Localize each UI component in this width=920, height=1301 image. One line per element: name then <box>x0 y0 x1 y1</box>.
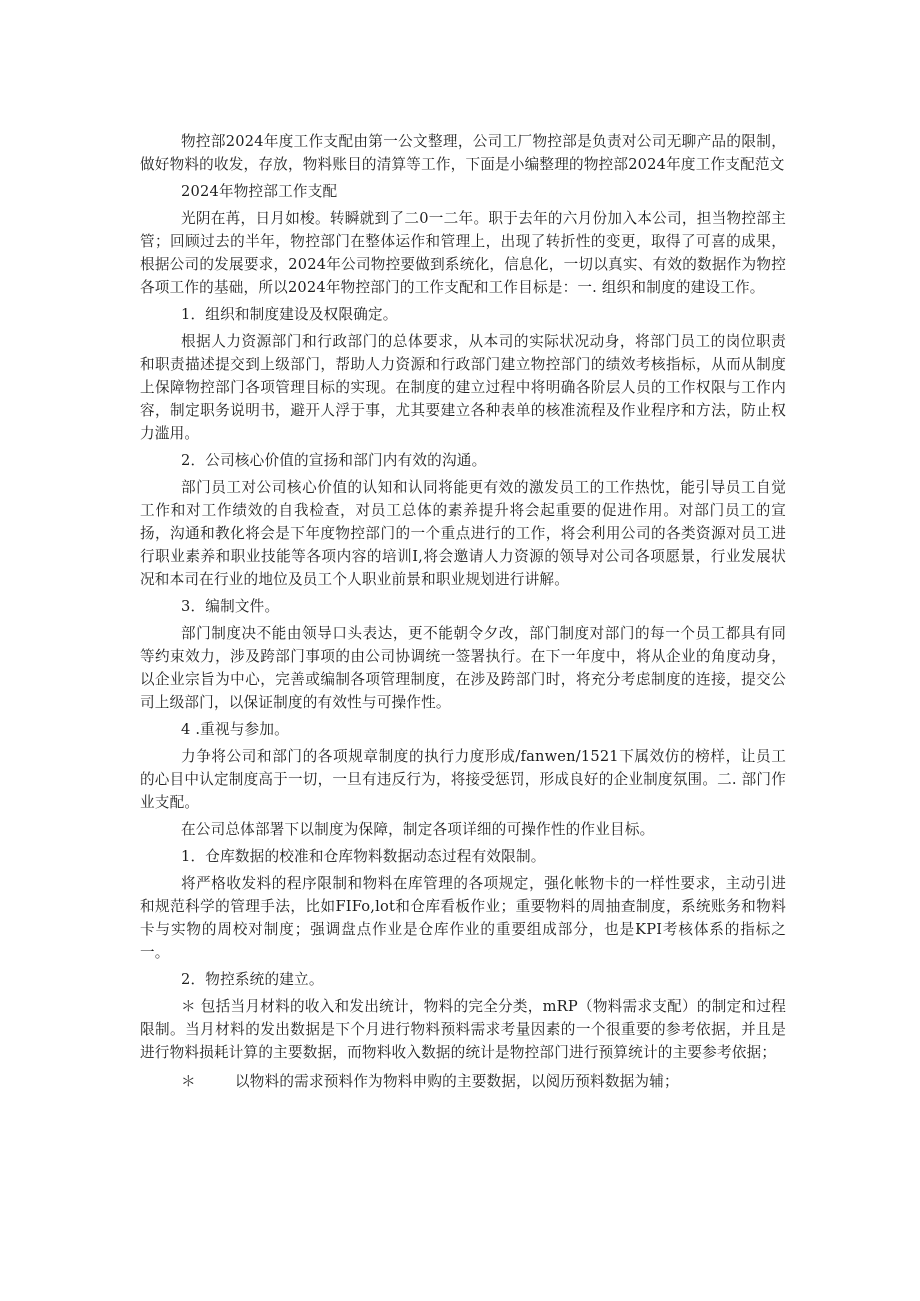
section2-item1-heading: 1．仓库数据的校准和仓库物料数据动态过程有效限制。 <box>181 848 546 865</box>
document-body <box>140 130 786 1093</box>
section1-item4-heading: 4 .重视与参加。 <box>181 721 289 738</box>
section2-intro: 在公司总体部署下以制度为保障，制定各项详细的可操作性的作业目标。 <box>181 821 655 838</box>
section1-item4-text: 力争将公司和部门的各项规章制度的执行力度形成/fanwen/1521下属效仿的榜样，让员工的心目中认定制度高于一切，一旦有违反行为，将接受惩罚，形成良好的企业制度氛围。二. 部门作业支配。 <box>140 748 786 811</box>
section1-item2-heading: 2．公司核心价值的宣扬和部门内有效的沟通。 <box>181 452 487 469</box>
document-title: 2024年物控部工作支配 <box>181 183 338 200</box>
section1-item3-text: 部门制度决不能由领导口头表达，更不能朝令夕改，部门制度对部门的每一个员工都具有同等约束效力，涉及跨部门事项的由公司协调统一签署执行。在下一年度中，将从企业的角度动身，以企业宗旨为中心，完善或编制各项管理制度，在涉及跨部门时，将充分考虑制度的连接，提交公司上级部门，以保证制度的有效性与可操作性。 <box>140 625 786 711</box>
section2-bullet-2-text: 以物料的需求预料作为物料申购的主要数据，以阅历预料数据为辅； <box>235 1073 679 1090</box>
bullet-star-icon: ＊ <box>181 1073 196 1090</box>
opening-paragraph: 光阴在苒，日月如梭。转瞬就到了二0一二年。职于去年的六月份加入本公司，担当物控部主管；回顾过去的半年，物控部门在整体运作和管理上，出现了转折性的变更，取得了可喜的成果，根据公司的发展要求，2024年公司物控要做到系统化，信息化，一切以真实、有效的数据作为物控各项工作的基础，所以2024年物控部门的工作支配和工作目标是：一. 组织和制度的建设工作。 <box>140 210 786 296</box>
intro-paragraph: 物控部2024年度工作支配由第一公文整理，公司工厂物控部是负责对公司无聊产品的限制，做好物料的收发，存放，物料账目的清算等工作，下面是小编整理的物控部2024年度工作支配范文 <box>140 133 786 173</box>
section1-item1-text: 根据人力资源部门和行政部门的总体要求，从本司的实际状况动身，将部门员工的岗位职责和职责描述提交到上级部门，帮助人力资源和行政部门建立物控部门的绩效考核指标，从而从制度上保障物控部门各项管理目标的实现。在制度的建立过程中将明确各阶层人员的工作权限与工作内容，制定职务说明书，避开人浮于事，尤其要建立各种表单的核准流程及作业程序和方法，防止权力滥用。 <box>140 333 786 442</box>
section2-item1-text: 将严格收发料的程序限制和物料在库管理的各项规定，强化帐物卡的一样性要求，主动引进和规范科学的管理手法，比如FIFo,lot和仓库看板作业；重要物料的周抽查制度，系统账务和物料卡与实物的周校对制度；强调盘点作业是仓库作业的重要组成部分，也是KPI考核体系的指标之一。 <box>140 875 786 961</box>
section1-item2-text: 部门员工对公司核心价值的认知和认同将能更有效的激发员工的工作热忱，能引导员工自觉工作和对工作绩效的自我检查，对员工总体的素养提升将会起重要的促进作用。对部门员工的宣扬，沟通和教化将会是下年度物控部门的一个重点进行的工作，将会利用公司的各类资源对员工进行职业素养和职业技能等各项内容的培训I,将会邀请人力资源的领导对公司各项愿景，行业发展状况和本司在行业的地位及员工个人职业前景和职业规划进行讲解。 <box>140 479 786 588</box>
section2-item2-heading: 2．物控系统的建立。 <box>181 971 324 988</box>
section1-item1-heading: 1．组织和制度建设及权限确定。 <box>181 306 398 323</box>
section1-item3-heading: 3．编制文件。 <box>181 598 280 615</box>
section2-bullet-1: ＊ 包括当月材料的收入和发出统计，物料的完全分类，mRP（物料需求支配）的制定和过程限制。当月材料的发出数据是下个月进行物料预料需求考量因素的一个很重要的参考依据，并且是进行物料损耗计算的主要数据，而物料收入数据的统计是物控部门进行预算统计的主要参考依据； <box>140 998 786 1061</box>
section2-bullet-2 <box>140 1070 786 1093</box>
